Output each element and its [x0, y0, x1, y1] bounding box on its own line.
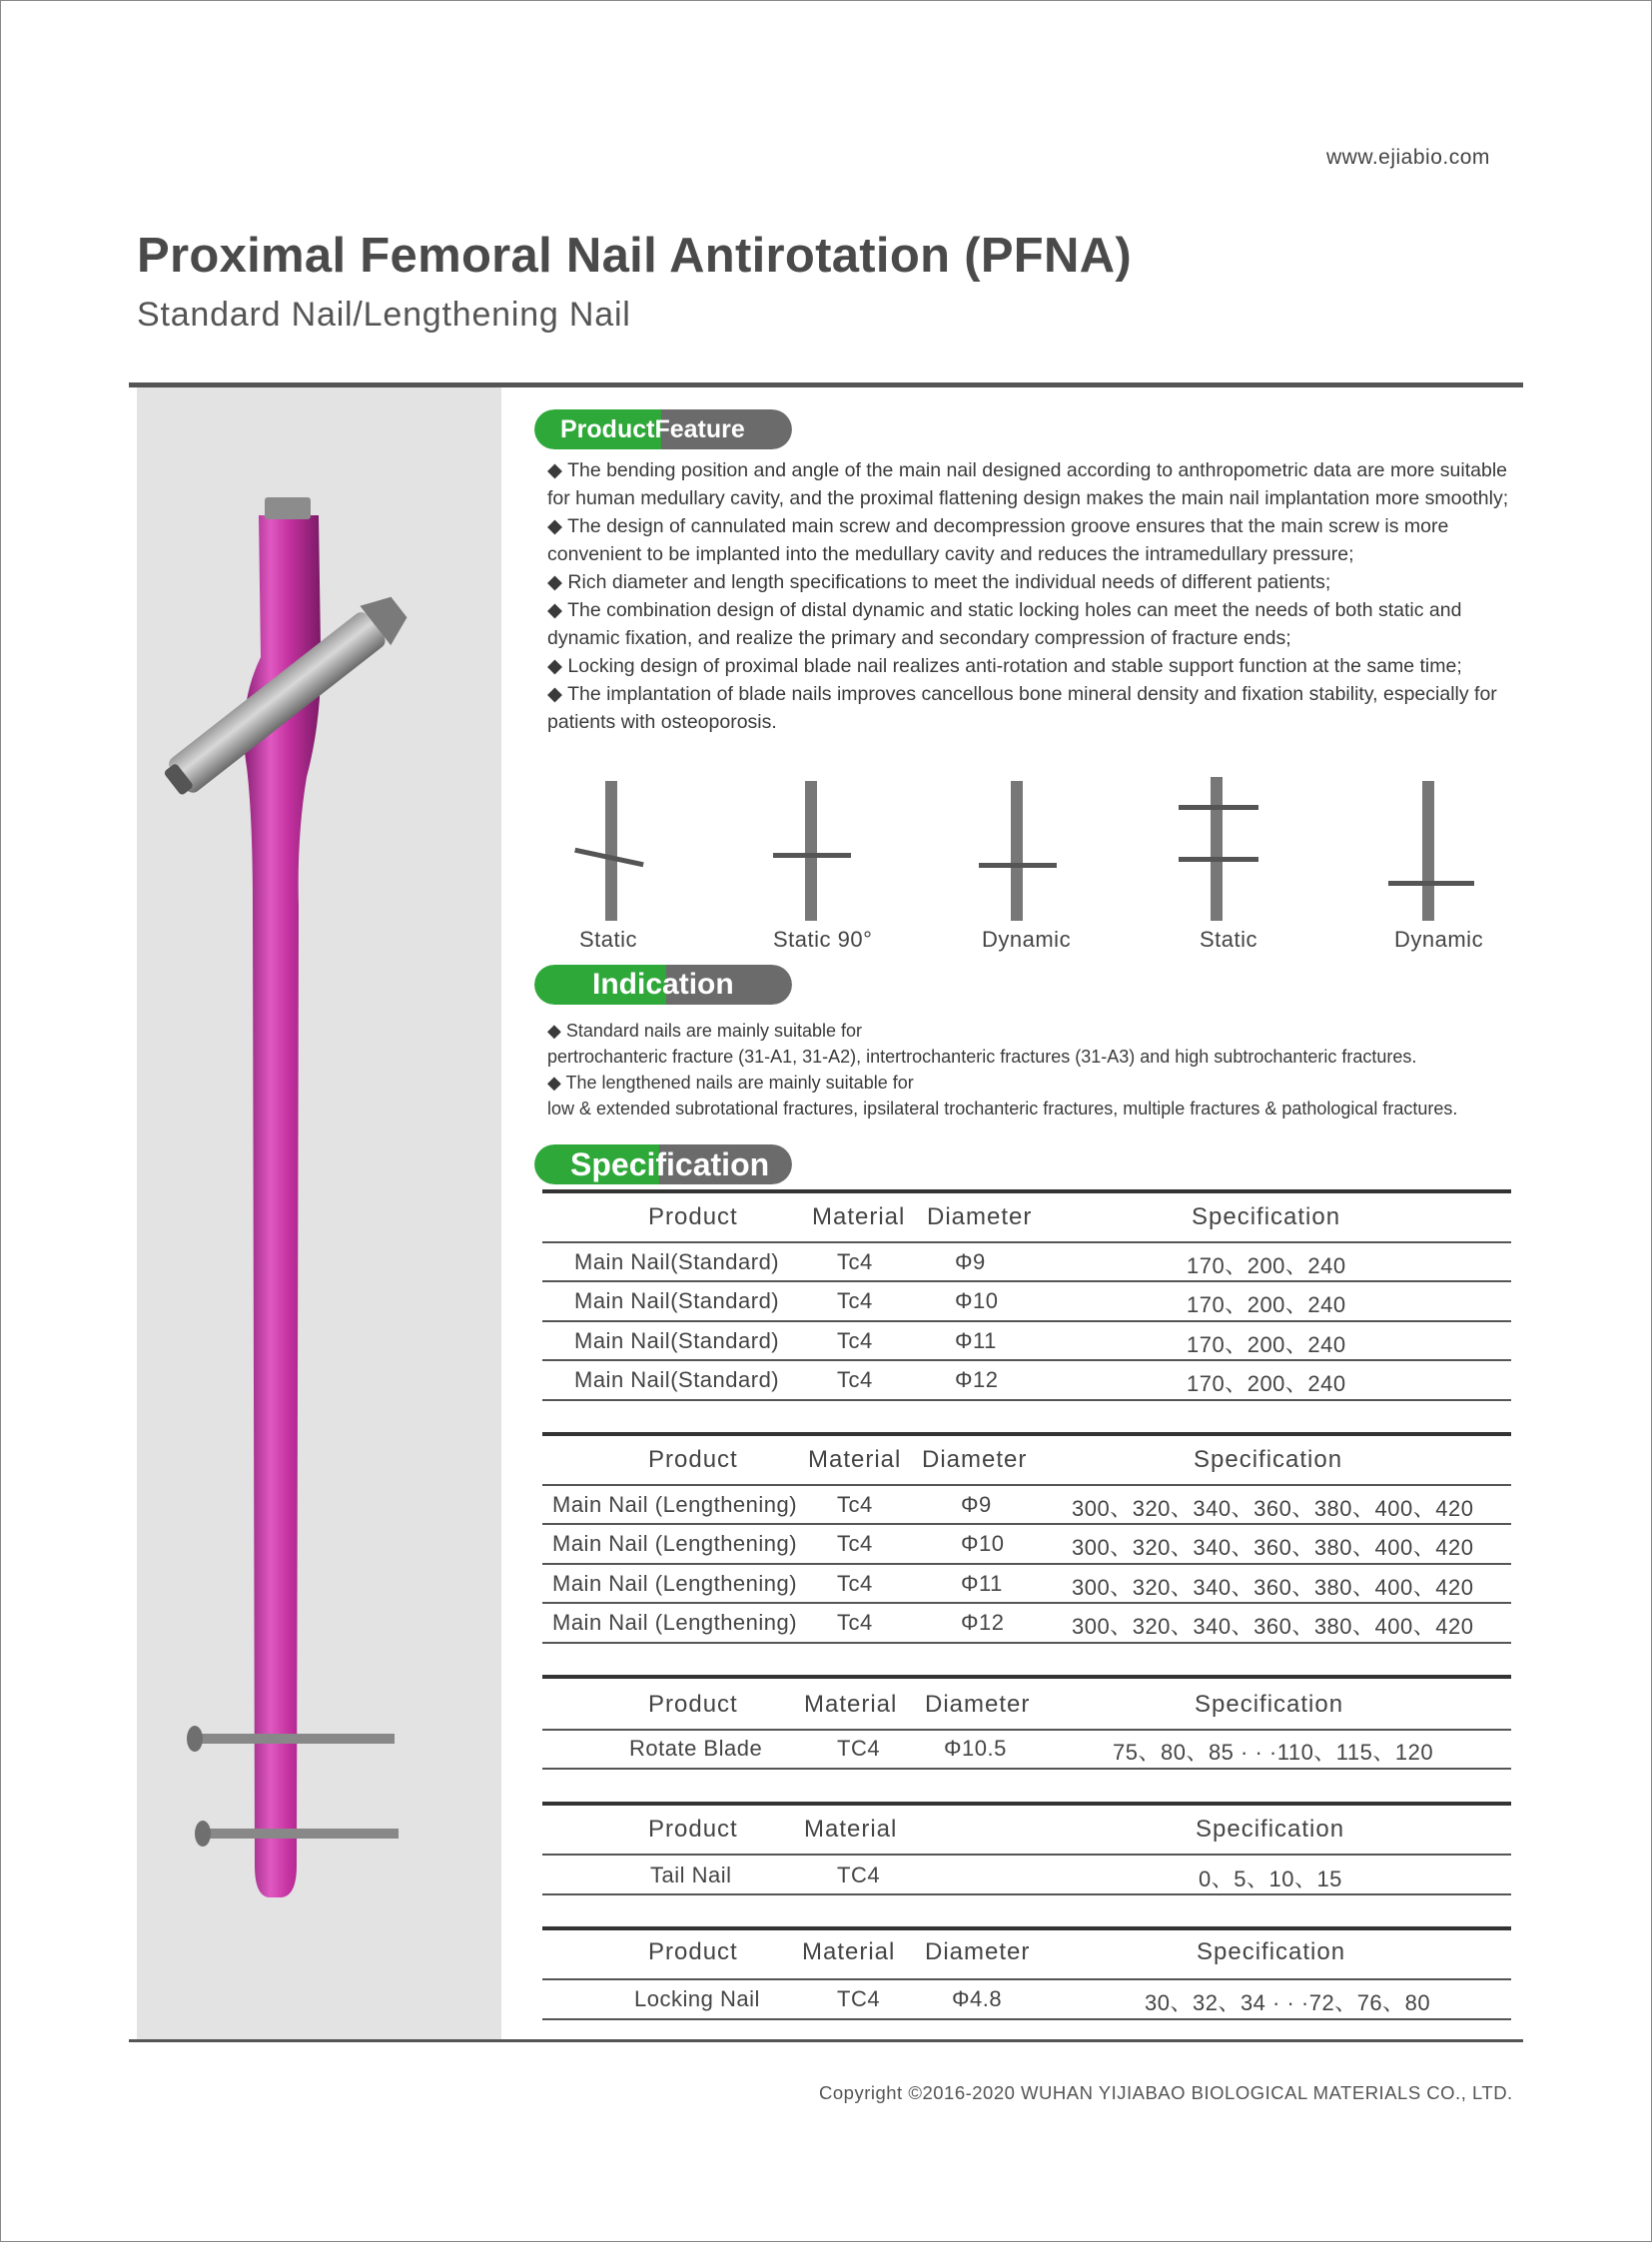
cell-specification: 170、200、240 — [1187, 1332, 1346, 1357]
column-header-material: Material — [802, 1938, 896, 1965]
page-title: Proximal Femoral Nail Antirotation (PFNA) — [137, 229, 1133, 283]
copyright-text: Copyright ©2016-2020 WUHAN YIJIABAO BIOLOGICAL MATERIALS CO., LTD. — [819, 2082, 1513, 2103]
feature-item: ◆ Locking design of proximal blade nail realizes anti-rotation and stable support function at the same time; — [547, 655, 1462, 677]
cell-material: TC4 — [837, 1736, 881, 1761]
column-header-specification: Specification — [1197, 1938, 1346, 1965]
cell-material: Tc4 — [837, 1610, 873, 1635]
static-double-locking-diagram — [1175, 777, 1264, 921]
cell-specification: 300、320、340、360、380、400、420 — [1072, 1535, 1474, 1560]
heading-part-green: Indic — [592, 968, 663, 1001]
bottom-divider — [129, 2039, 1523, 2042]
cell-specification: 170、200、240 — [1187, 1371, 1346, 1396]
cell-specification: 75、80、85 · · ·110、115、120 — [1113, 1740, 1434, 1765]
cell-diameter: Φ10.5 — [944, 1736, 1007, 1761]
website-url[interactable]: www.ejiabio.com — [1326, 146, 1490, 169]
diagram-label: Dynamic — [982, 927, 1072, 952]
static-90-locking-diagram — [769, 781, 859, 921]
cell-material: Tc4 — [837, 1249, 873, 1274]
indication-line: low & extended subrotational fractures, ipsilateral trochanteric fractures, multiple fractures & pathological fractures. — [547, 1099, 1458, 1119]
indication-line: ◆ The lengthened nails are mainly suitable for — [547, 1073, 914, 1093]
column-header-specification: Specification — [1196, 1816, 1345, 1843]
column-header-material: Material — [804, 1691, 898, 1718]
column-header-diameter: Diameter — [925, 1938, 1031, 1965]
cell-product: Main Nail (Lengthening) — [552, 1571, 798, 1596]
cell-material: Tc4 — [837, 1492, 873, 1517]
cell-product: Rotate Blade — [629, 1736, 763, 1761]
cell-material: Tc4 — [837, 1367, 873, 1392]
product-feature-heading — [534, 409, 792, 449]
cell-specification: 0、5、10、15 — [1199, 1867, 1342, 1891]
column-header-material: Material — [812, 1203, 906, 1230]
cell-diameter: Φ11 — [961, 1571, 1003, 1596]
column-header-product: Product — [648, 1691, 738, 1718]
diamond-bullet-icon: ◆ — [547, 571, 568, 593]
diamond-bullet-icon: ◆ — [547, 655, 568, 677]
cell-material: Tc4 — [837, 1288, 873, 1313]
diamond-bullet-icon: ◆ — [547, 683, 568, 705]
cell-diameter: Φ4.8 — [952, 1986, 1003, 2011]
cell-diameter: Φ10 — [961, 1531, 1005, 1556]
cell-material: TC4 — [837, 1863, 881, 1887]
indication-line: pertrochanteric fracture (31-A1, 31-A2), intertrochanteric fractures (31-A3) and high subtrochanteric fractures. — [547, 1047, 1417, 1067]
diagram-label: Static — [579, 927, 638, 952]
cell-diameter: Φ9 — [961, 1492, 992, 1517]
feature-item: ◆ The combination design of distal dynamic and static locking holes can meet the needs of both static and dynamic fixation, and realize the primary and secondary compression of fracture ends; — [547, 599, 1462, 649]
feature-item: ◆ The design of cannulated main screw and decompression groove ensures that the main screw is more convenient to be implanted into the medullary cavity and reduces the intramedullary pressure; — [547, 515, 1449, 565]
cell-material: TC4 — [837, 1986, 881, 2011]
cell-product: Locking Nail — [634, 1986, 760, 2011]
column-header-material: Material — [808, 1446, 902, 1473]
cell-product: Main Nail (Lengthening) — [552, 1531, 798, 1556]
diagram-label: Static 90° — [773, 927, 873, 952]
column-header-specification: Specification — [1195, 1691, 1344, 1718]
cell-diameter: Φ9 — [955, 1249, 986, 1274]
page-subtitle: Standard Nail/Lengthening Nail — [137, 296, 631, 334]
cell-specification: 30、32、34 · · ·72、76、80 — [1145, 1990, 1431, 2015]
heading-part-gray: ation — [662, 968, 734, 1001]
diagram-label: Dynamic — [1394, 927, 1484, 952]
feature-item: ◆ The implantation of blade nails improves cancellous bone mineral density and fixation stability, especially for patients with osteoporosis. — [547, 683, 1497, 733]
cell-material: Tc4 — [837, 1571, 873, 1596]
dynamic-distal-locking-diagram — [1386, 781, 1476, 921]
column-header-material: Material — [804, 1816, 898, 1843]
column-header-diameter: Diameter — [925, 1691, 1031, 1718]
indication-heading — [534, 965, 792, 1005]
product-image-panel — [137, 387, 501, 2039]
column-header-diameter: Diameter — [927, 1203, 1033, 1230]
heading-part-green: Specif — [570, 1145, 667, 1182]
feature-item: ◆ Rich diameter and length specifications to meet the individual needs of different patients; — [547, 571, 1331, 593]
spec-table-standard — [542, 1189, 1511, 1401]
diamond-bullet-icon: ◆ — [547, 459, 568, 481]
cell-specification: 170、200、240 — [1187, 1292, 1346, 1317]
cell-specification: 300、320、340、360、380、400、420 — [1072, 1614, 1474, 1639]
cell-product: Main Nail (Lengthening) — [552, 1492, 798, 1517]
indication-text — [547, 1018, 1526, 1121]
cell-diameter: Φ11 — [955, 1328, 997, 1353]
feature-list — [547, 456, 1526, 736]
feature-item: ◆ The bending position and angle of the main nail designed according to anthropometric data are more suitable for human medullary cavity, and the proximal flattening design makes the main nail implantation more smoothly; — [547, 459, 1509, 509]
dynamic-locking-diagram — [975, 781, 1065, 921]
cell-product: Main Nail(Standard) — [574, 1328, 780, 1353]
diamond-bullet-icon: ◆ — [547, 599, 568, 621]
column-header-product: Product — [648, 1816, 738, 1843]
locking-diagrams — [547, 769, 1526, 959]
heading-part-gray: ication — [666, 1145, 770, 1182]
spec-table-locking-nail — [542, 1926, 1511, 2021]
diamond-bullet-icon: ◆ — [547, 515, 568, 537]
cell-material: Tc4 — [837, 1328, 873, 1353]
cell-product: Main Nail (Lengthening) — [552, 1610, 798, 1635]
column-header-specification: Specification — [1192, 1203, 1341, 1230]
cell-product: Main Nail(Standard) — [574, 1367, 780, 1392]
column-header-product: Product — [648, 1938, 738, 1965]
spec-table-lengthening — [542, 1432, 1511, 1644]
cell-specification: 300、320、340、360、380、400、420 — [1072, 1575, 1474, 1600]
cell-diameter: Φ12 — [961, 1610, 1005, 1635]
cell-specification: 300、320、340、360、380、400、420 — [1072, 1496, 1474, 1521]
spec-table-rotate-blade — [542, 1675, 1511, 1770]
pfna-nail-image — [137, 387, 501, 2039]
cell-product: Tail Nail — [650, 1863, 732, 1887]
cell-product: Main Nail(Standard) — [574, 1288, 780, 1313]
heading-part-green: Product — [560, 414, 655, 443]
column-header-product: Product — [648, 1446, 738, 1473]
static-locking-diagram — [569, 781, 659, 921]
spec-table-tail-nail — [542, 1802, 1511, 1896]
column-header-specification: Specification — [1194, 1446, 1343, 1473]
diagram-label: Static — [1200, 927, 1258, 952]
cell-diameter: Φ10 — [955, 1288, 999, 1313]
cell-specification: 170、200、240 — [1187, 1253, 1346, 1278]
cell-product: Main Nail(Standard) — [574, 1249, 780, 1274]
column-header-diameter: Diameter — [922, 1446, 1028, 1473]
specification-heading — [534, 1144, 792, 1184]
cell-material: Tc4 — [837, 1531, 873, 1556]
cell-diameter: Φ12 — [955, 1367, 999, 1392]
indication-line: ◆ Standard nails are mainly suitable for — [547, 1021, 862, 1041]
column-header-product: Product — [648, 1203, 738, 1230]
heading-part-gray: Feature — [654, 414, 745, 443]
